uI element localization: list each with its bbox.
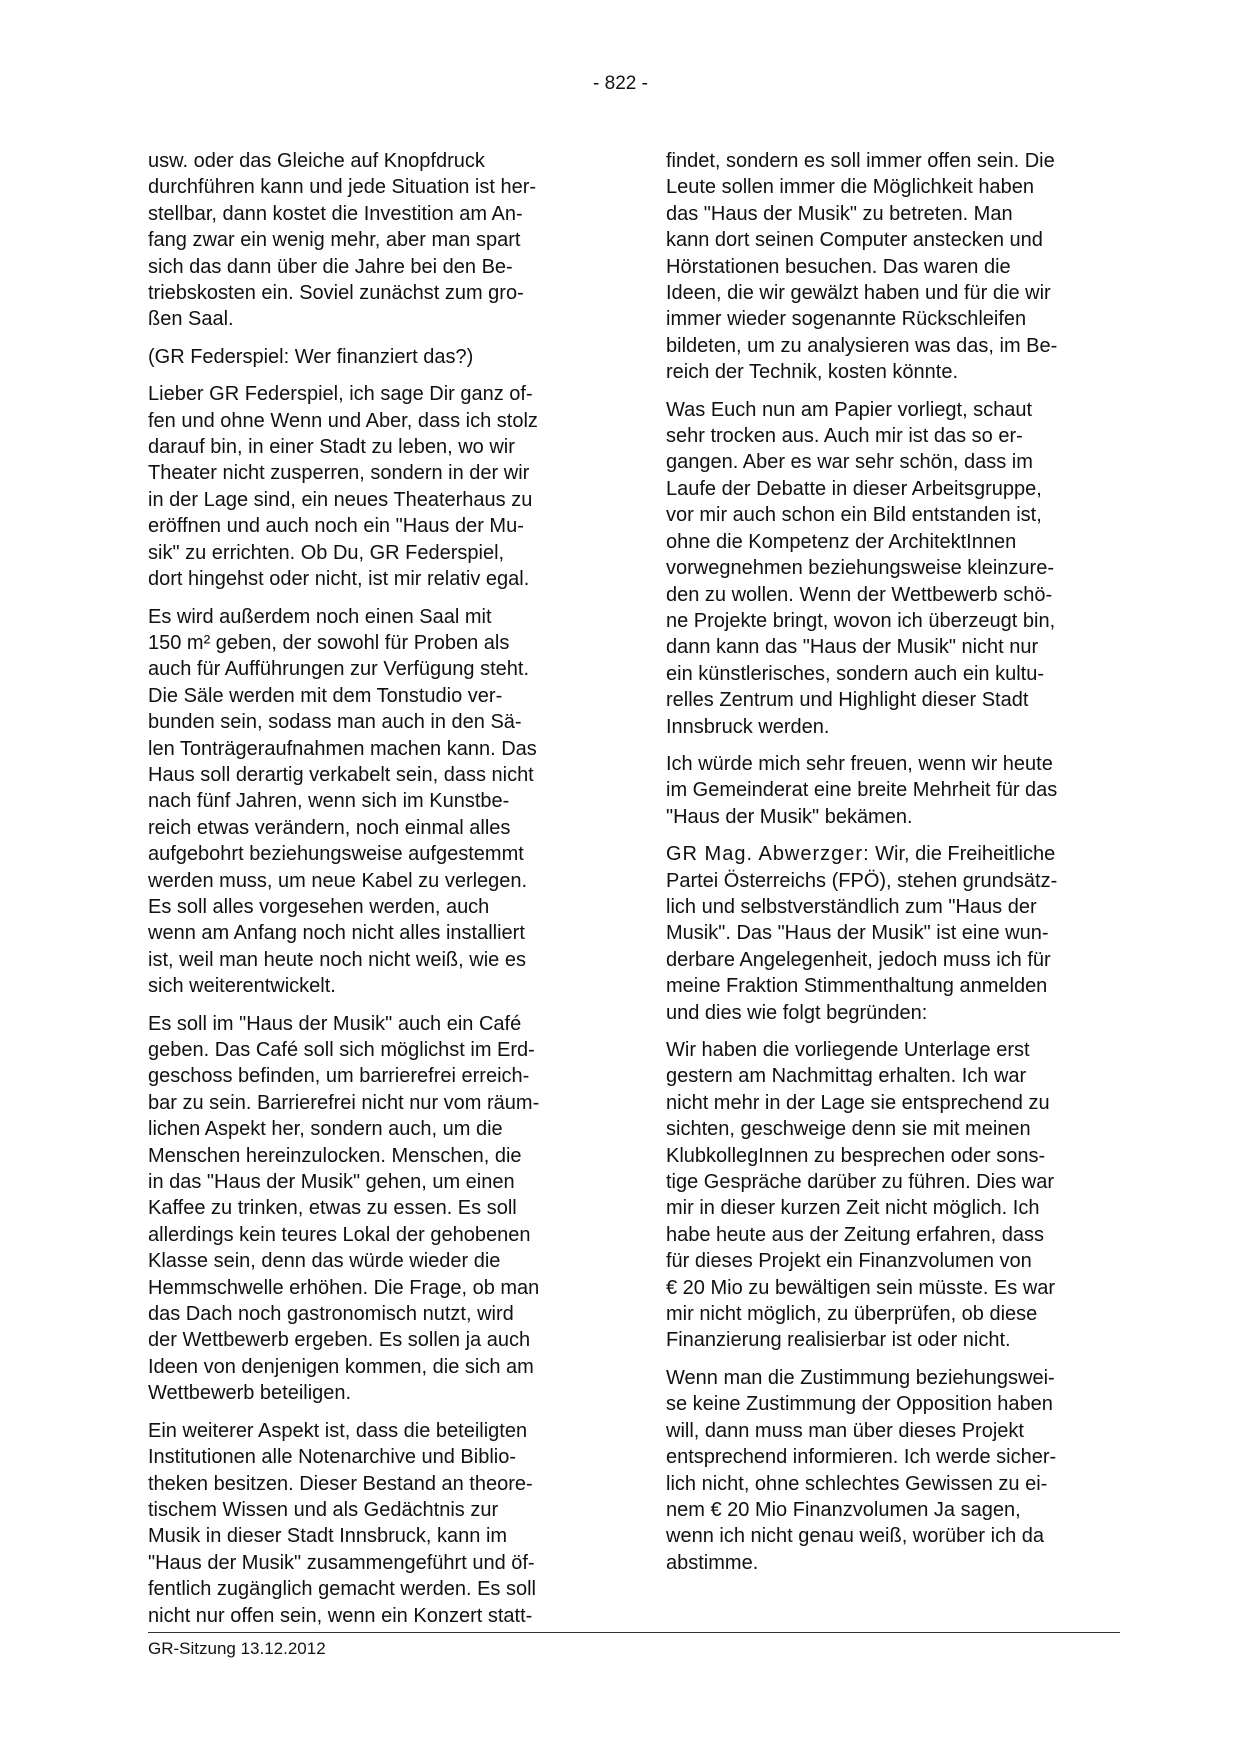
paragraph: Es soll im "Haus der Musik" auch ein Café geben. Das Café soll sich möglichst im Erd- geschoss befinden, um barrierefrei erreich- bar zu sein. Barrierefrei nicht nur vom räum- lichen Aspekt her, sondern auch, um die Menschen hereinzulocken. Menschen, die in das "Haus der Musik" gehen, um einen Kaffee zu trinken, etwas zu essen. Es soll allerdings kein teures Lokal der gehobenen Klasse sein, denn das würde wieder die Hemmschwelle erhöhen. Die Frage, ob man das Dach noch gastronomisch nutzt, wird der Wettbewerb ergeben. Es sollen ja auch Ideen von denjenigen kommen, die sich am Wettbewerb beteiligen. bbox=[148, 1012, 540, 1405]
paragraph: Ich würde mich sehr freuen, wenn wir heute im Gemeinderat eine breite Mehrheit für das "Haus der Musik" bekämen. bbox=[666, 752, 1058, 828]
right-column bbox=[666, 148, 1121, 1587]
paragraph: usw. oder das Gleiche auf Knopfdruck durchführen kann und jede Situation ist her- stellbar, dann kostet die Investition am An- fang zwar ein wenig mehr, aber man spart sich das dann über die Jahre bei den Be- triebskosten ein. Soviel zunächst zum gro- ßen Saal. bbox=[148, 150, 537, 331]
paragraph: Wir haben die vorliegende Unterlage erst gestern am Nachmittag erhalten. Ich war nicht mehr in der Lage sie entsprechend zu sichten, geschweige denn sie mit meinen KlubkollegInnen zu besprechen oder sons- tige Gespräche darüber zu führen. Dies war mir in dieser kurzen Zeit nicht möglich. Ich habe heute aus der Zeitung erfahren, dass für dieses Projekt ein Finanzvolumen von € 20 Mio zu bewältigen sein müsste. Es war mir nicht möglich, zu überprüfen, ob diese Finanzierung realisierbar ist oder nicht. bbox=[666, 1039, 1056, 1352]
speaker-name: GR Mag. Abwerzger: bbox=[666, 843, 870, 866]
speaker-paragraph bbox=[666, 841, 1121, 1026]
left-column bbox=[148, 148, 598, 1640]
footer-divider bbox=[148, 1632, 1120, 1633]
paragraph: Was Euch nun am Papier vorliegt, schaut sehr trocken aus. Auch mir ist das so er- gangen. Aber es war sehr schön, dass im Laufe der Debatte in dieser Arbeitsgruppe, vor mir auch schon ein Bild entstanden ist, ohne die Kompetenz der ArchitektInnen vorwegnehmen beziehungsweise kleinzure- den zu wollen. Wenn der Wettbewerb schö- ne Projekte bringt, wovon ich überzeugt bin, dann kann das "Haus der Musik" nicht nur ein künstlerisches, sondern auch ein kultu- relles Zentrum und Highlight dieser Stadt Innsbruck werden. bbox=[666, 398, 1056, 738]
speaker-text: Wir, die Freiheitliche Partei Österreichs (FPÖ), stehen grundsätz- lich und selbstverständlich zum "Haus der Musik". Das "Haus der Musik" ist eine wun- derbare Angelegenheit, jedoch muss ich für meine Fraktion Stimmenthaltung anmelden und dies wie folgt begründen: bbox=[666, 843, 1058, 1024]
paragraph: Wenn man die Zustimmung beziehungswei- se keine Zustimmung der Opposition haben will, dann muss man über dieses Projekt entsprechend informieren. Ich werde sicher- lich nicht, ohne schlechtes Gewissen zu ei- nem € 20 Mio Finanzvolumen Ja sagen, wenn ich nicht genau weiß, worüber ich da abstimme. bbox=[666, 1366, 1057, 1574]
paragraph: Ein weiterer Aspekt ist, dass die beteiligten Institutionen alle Notenarchive und Biblio- theken besitzen. Dieser Bestand an theore- tischem Wissen und als Gedächtnis zur Musik in dieser Stadt Innsbruck, kann im "Haus der Musik" zusammengeführt und öf- fentlich zugänglich gemacht werden. Es soll nicht nur offen sein, wenn ein Konzert statt- bbox=[148, 1419, 536, 1627]
page-number: - 822 - bbox=[593, 73, 648, 94]
footer-session-date: GR-Sitzung 13.12.2012 bbox=[148, 1639, 326, 1658]
paragraph: Lieber GR Federspiel, ich sage Dir ganz of- fen und ohne Wenn und Aber, dass ich stolz darauf bin, in einer Stadt zu leben, wo wir Theater nicht zusperren, sondern in der wir in der Lage sind, ein neues Theaterhaus zu eröffnen und auch noch ein "Haus der Mu- sik" zu errichten. Ob Du, GR Federspiel, dort hingehst oder nicht, ist mir relativ egal. bbox=[148, 383, 538, 591]
paragraph: Es wird außerdem noch einen Saal mit 150 m² geben, der sowohl für Proben als auch für Aufführungen zur Verfügung steht. Die Säle werden mit dem Tonstudio ver- bunden sein, sodass man auch in den Sä- len Tonträgeraufnahmen machen kann. Das Haus soll derartig verkabelt sein, dass nicht nach fünf Jahren, wenn sich im Kunstbe- reich etwas verändern, noch einmal alles aufgebohrt beziehungsweise aufgestemmt werden muss, um neue Kabel zu verlegen. Es soll alles vorgesehen werden, auch wenn am Anfang noch nicht alles installiert ist, weil man heute noch nicht weiß, wie es sich weiterentwickelt. bbox=[148, 605, 537, 998]
interjection: (GR Federspiel: Wer finanziert das?) bbox=[148, 345, 474, 368]
paragraph: findet, sondern es soll immer offen sein. Die Leute sollen immer die Möglichkeit haben das "Haus der Musik" zu betreten. Man kann dort seinen Computer anstecken und Hörstationen besuchen. Das waren die Ideen, die wir gewälzt haben und für die wir immer wieder sogenannte Rückschleifen bildeten, um zu analysieren was das, im Be- reich der Technik, kosten könnte. bbox=[666, 150, 1058, 384]
